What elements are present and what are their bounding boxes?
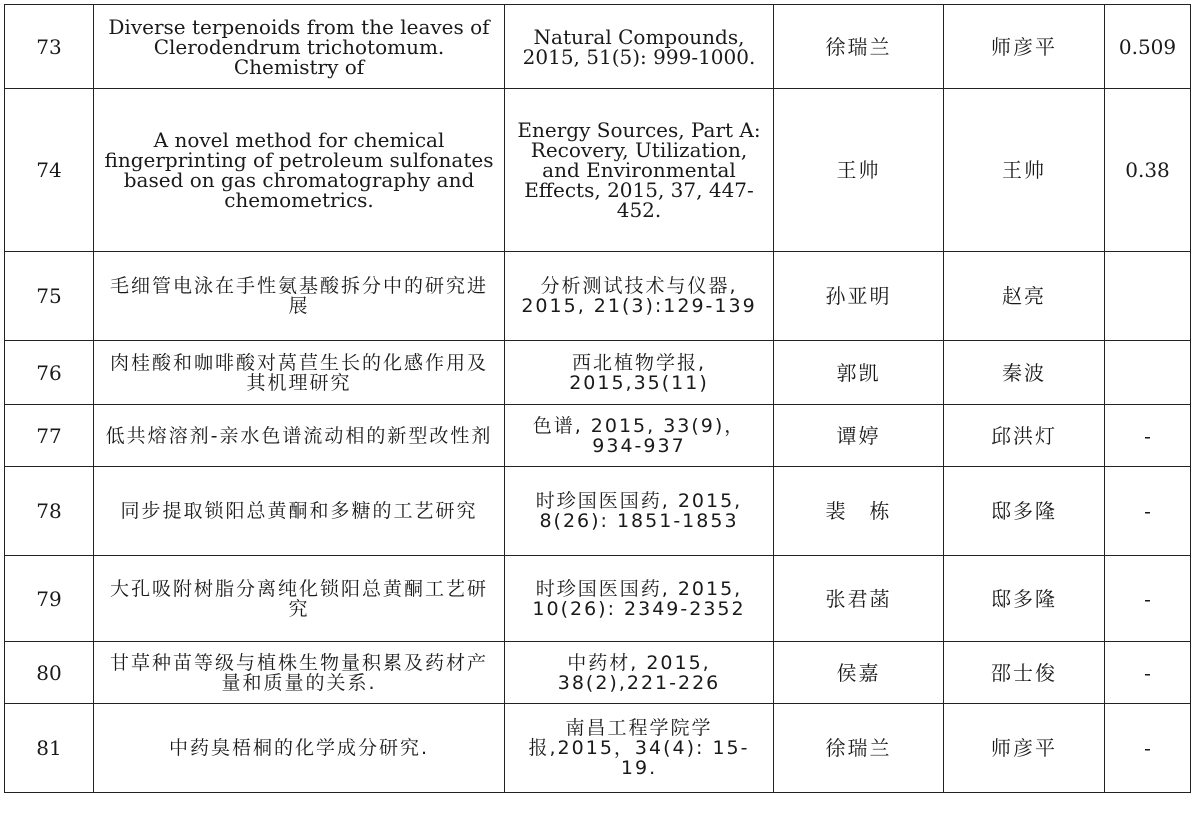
row-number: 76 [5, 341, 94, 405]
first-author: 徐瑞兰 [774, 704, 944, 793]
corresponding-author: 邱洪灯 [944, 405, 1105, 467]
first-author: 孙亚明 [774, 252, 944, 341]
row-number: 74 [5, 89, 94, 252]
row-number: 75 [5, 252, 94, 341]
impact-factor: - [1105, 642, 1191, 704]
table-row [5, 467, 1191, 556]
journal-citation: 南昌工程学院学报,2015，34(4): 15-19. [505, 704, 774, 793]
corresponding-author: 师彦平 [944, 5, 1105, 89]
table-row [5, 642, 1191, 704]
row-number: 80 [5, 642, 94, 704]
corresponding-author: 邸多隆 [944, 556, 1105, 642]
table-row [5, 405, 1191, 467]
impact-factor: - [1105, 405, 1191, 467]
journal-citation: 色谱, 2015, 33(9)，934-937 [505, 405, 774, 467]
paper-title: 大孔吸附树脂分离纯化锁阳总黄酮工艺研究 [94, 556, 505, 642]
journal-citation: 时珍国医国药, 2015, 10(26): 2349-2352 [505, 556, 774, 642]
row-number: 79 [5, 556, 94, 642]
impact-factor [1105, 252, 1191, 341]
first-author: 谭婷 [774, 405, 944, 467]
journal-citation: Energy Sources, Part A: Recovery, Utilization, and Environmental Effects, 2015, 37, 447-452. [505, 89, 774, 252]
table-row [5, 341, 1191, 405]
paper-title: 低共熔溶剂-亲水色谱流动相的新型改性剂 [94, 405, 505, 467]
first-author: 徐瑞兰 [774, 5, 944, 89]
impact-factor: - [1105, 467, 1191, 556]
corresponding-author: 王帅 [944, 89, 1105, 252]
first-author: 郭凯 [774, 341, 944, 405]
first-author: 裴 栋 [774, 467, 944, 556]
corresponding-author: 师彦平 [944, 704, 1105, 793]
impact-factor: 0.38 [1105, 89, 1191, 252]
publications-table [4, 4, 1191, 793]
impact-factor: - [1105, 556, 1191, 642]
paper-title: Diverse terpenoids from the leaves of Clerodendrum trichotomum. Chemistry of [94, 5, 505, 89]
row-number: 73 [5, 5, 94, 89]
table-row [5, 89, 1191, 252]
table-row [5, 704, 1191, 793]
corresponding-author: 邵士俊 [944, 642, 1105, 704]
first-author: 张君菡 [774, 556, 944, 642]
impact-factor [1105, 341, 1191, 405]
paper-title: A novel method for chemical fingerprinting of petroleum sulfonates based on gas chromatography and chemometrics. [94, 89, 505, 252]
table-row [5, 252, 1191, 341]
first-author: 王帅 [774, 89, 944, 252]
journal-citation: 西北植物学报, 2015,35(11) [505, 341, 774, 405]
row-number: 77 [5, 405, 94, 467]
paper-title: 甘草种苗等级与植株生物量积累及药材产量和质量的关系. [94, 642, 505, 704]
paper-title: 中药臭梧桐的化学成分研究. [94, 704, 505, 793]
paper-title: 肉桂酸和咖啡酸对莴苣生长的化感作用及其机理研究 [94, 341, 505, 405]
journal-citation: Natural Compounds, 2015, 51(5): 999-1000. [505, 5, 774, 89]
paper-title: 同步提取锁阳总黄酮和多糖的工艺研究 [94, 467, 505, 556]
corresponding-author: 赵亮 [944, 252, 1105, 341]
journal-citation: 分析测试技术与仪器, 2015, 21(3):129-139 [505, 252, 774, 341]
corresponding-author: 秦波 [944, 341, 1105, 405]
journal-citation: 中药材, 2015, 38(2),221-226 [505, 642, 774, 704]
table-row [5, 556, 1191, 642]
row-number: 78 [5, 467, 94, 556]
table-row [5, 5, 1191, 89]
paper-title: 毛细管电泳在手性氨基酸拆分中的研究进展 [94, 252, 505, 341]
journal-citation: 时珍国医国药, 2015, 8(26): 1851-1853 [505, 467, 774, 556]
row-number: 81 [5, 704, 94, 793]
first-author: 侯嘉 [774, 642, 944, 704]
impact-factor: 0.509 [1105, 5, 1191, 89]
corresponding-author: 邸多隆 [944, 467, 1105, 556]
impact-factor: - [1105, 704, 1191, 793]
